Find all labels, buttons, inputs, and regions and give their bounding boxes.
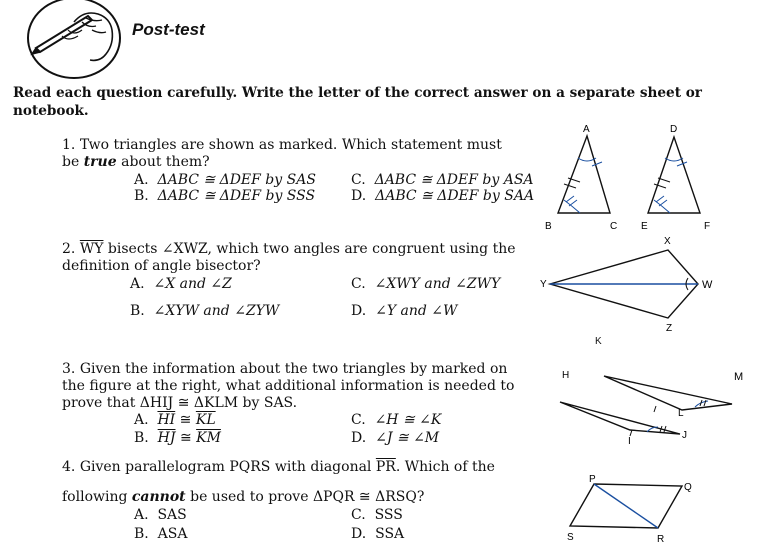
q2-option-b[interactable] [130, 303, 279, 319]
q3-text [62, 361, 514, 412]
label-x: X [664, 236, 671, 247]
q4-option-c-text: SSS [374, 507, 403, 523]
page-title: Post-test [132, 20, 205, 39]
q3-line2: the figure at the right, what additional information is needed to [62, 378, 515, 394]
label-m: M [734, 371, 744, 383]
label-d: D [670, 124, 678, 135]
q1-stem-line1: Two triangles are shown as marked. Which statement must [79, 137, 502, 153]
triangle-klm [604, 376, 732, 410]
q3-option-b[interactable] [134, 430, 221, 446]
q4-option-b[interactable] [134, 526, 187, 542]
q2-option-d-text: ∠Y and ∠W [375, 303, 458, 319]
q4-segment: $\overline{PR}$ [375, 459, 396, 475]
q3-option-d[interactable] [351, 430, 439, 446]
q2-option-b-letter: B. [130, 303, 145, 319]
q4-option-b-text: ASA [157, 526, 188, 542]
label-a: A [583, 124, 590, 135]
q4-option-b-letter: B. [134, 526, 149, 542]
q1-stem-post: about them? [121, 154, 210, 170]
q3-option-a-seg1: $\overline{HI}$ [157, 412, 176, 428]
q3-option-a[interactable] [134, 412, 216, 428]
angle-arcs [564, 200, 670, 213]
label-i: I [628, 436, 631, 447]
q2-text [62, 241, 516, 275]
q3-line3: prove that ΔHIJ ≅ ΔKLM by SAS. [62, 395, 298, 411]
label-k-outer: K [595, 336, 602, 347]
label-s: S [567, 532, 574, 543]
label-l: L [678, 408, 684, 419]
q2-option-c-text: ∠XWY and ∠ZWY [374, 276, 501, 292]
q4-stem2-pre: following [62, 489, 128, 505]
q2-option-c-letter: C. [351, 276, 366, 292]
q2-option-a[interactable] [130, 276, 232, 292]
q2-option-a-text: ∠X and ∠Z [153, 276, 232, 292]
q3-option-a-letter: A. [134, 412, 149, 428]
q1-option-c-letter: C. [351, 172, 366, 188]
q4-number: 4. [62, 459, 76, 475]
q4-option-d-text: SSA [375, 526, 405, 542]
q2-segment: $\overline{WY}$ [79, 241, 104, 257]
q4-line1 [62, 459, 495, 476]
label-h: H [562, 370, 570, 381]
q4-stem2-emph: cannot [131, 489, 186, 505]
q1-option-d-letter: D. [351, 188, 367, 204]
q1-stem-emph: true [83, 154, 117, 170]
q1-option-b-letter: B. [134, 188, 149, 204]
q4-option-d[interactable] [351, 526, 404, 542]
label-w: W [702, 279, 713, 291]
label-j: J [682, 430, 687, 441]
q3-option-d-letter: D. [351, 430, 367, 446]
q1-option-b[interactable] [134, 188, 315, 204]
tick-marks [564, 178, 670, 188]
q1-text [62, 137, 502, 171]
q2-line1 [62, 241, 516, 258]
q4-option-a-letter: A. [134, 507, 149, 523]
q2-line2: definition of angle bisector? [62, 258, 261, 274]
q2-option-d-letter: D. [351, 303, 367, 319]
q1-option-d-text: ΔABC ≅ ΔDEF by SAA [375, 188, 535, 204]
q1-triangles-figure [540, 120, 760, 235]
q1-stem-pre: be [62, 154, 80, 170]
instructions: Read each question carefully. Write the letter of the correct answer on a separate sheet or notebook. [13, 85, 702, 119]
q1-number: 1. [62, 137, 76, 153]
label-z: Z [666, 323, 673, 334]
tick-marks [592, 162, 687, 166]
q3-option-b-letter: B. [134, 430, 149, 446]
q3-option-d-text: ∠J ≅ ∠M [375, 430, 440, 446]
label-q: Q [684, 482, 692, 493]
q4-option-a[interactable] [134, 507, 187, 523]
label-p: P [589, 474, 596, 485]
q1-option-c-text: ΔABC ≅ ΔDEF by ASA [374, 172, 534, 188]
q4-line2 [62, 489, 424, 506]
writing-hand-icon [22, 0, 128, 80]
label-c: C [610, 221, 618, 232]
q1-option-a[interactable] [134, 172, 316, 188]
label-r: R [657, 534, 665, 545]
label-y: Y [540, 279, 547, 290]
q3-option-b-seg2: $\overline{KM}$ [196, 430, 221, 446]
q2-option-d[interactable] [351, 303, 457, 319]
q3-number: 3. [62, 361, 76, 377]
q4-stem-pre: Given parallelogram PQRS with diagonal [79, 459, 372, 475]
q2-option-b-text: ∠XYW and ∠ZYW [153, 303, 280, 319]
q1-option-a-text: ΔABC ≅ ΔDEF by SAS [157, 172, 316, 188]
q3-option-c-letter: C. [351, 412, 366, 428]
q3-stem-line1: Given the information about the two triangles by marked on [79, 361, 508, 377]
q3-option-b-rel: ≅ [179, 430, 192, 446]
q2-number: 2. [62, 241, 76, 257]
q4-stem2-post: be used to prove ΔPQR ≅ ΔRSQ? [190, 489, 425, 505]
q1-option-c[interactable] [351, 172, 534, 188]
q3-option-a-seg2: $\overline{KL}$ [195, 412, 216, 428]
q3-line1 [62, 361, 514, 378]
q3-option-c-text: ∠H ≅ ∠K [374, 412, 442, 428]
q2-kite-figure [538, 232, 718, 336]
q4-option-d-letter: D. [351, 526, 367, 542]
q3-option-a-rel: ≅ [179, 412, 192, 428]
q2-stem-line1: bisects ∠XWZ, which two angles are congruent using the [107, 241, 516, 257]
q4-option-c-letter: C. [351, 507, 366, 523]
q2-option-c[interactable] [351, 276, 500, 292]
q3-triangles-figure [552, 364, 757, 452]
q1-option-d[interactable] [351, 188, 534, 204]
q2-option-a-letter: A. [130, 276, 145, 292]
q1-line2 [62, 154, 502, 171]
q3-option-c[interactable] [351, 412, 441, 428]
label-e: E [641, 221, 648, 232]
q4-stem-post: . Which of the [395, 459, 495, 475]
q1-option-b-text: ΔABC ≅ ΔDEF by SSS [157, 188, 316, 204]
q4-parallelogram-figure [560, 472, 700, 554]
q4-option-a-text: SAS [157, 507, 187, 523]
q1-line1 [62, 137, 502, 154]
q3-option-b-seg1: $\overline{HJ}$ [157, 430, 176, 446]
diagonal-pr [594, 484, 658, 528]
triangle-hij [560, 402, 680, 434]
q4-option-c[interactable] [351, 507, 403, 523]
label-f: F [704, 221, 711, 232]
label-b: B [545, 221, 552, 232]
q1-option-a-letter: A. [134, 172, 149, 188]
